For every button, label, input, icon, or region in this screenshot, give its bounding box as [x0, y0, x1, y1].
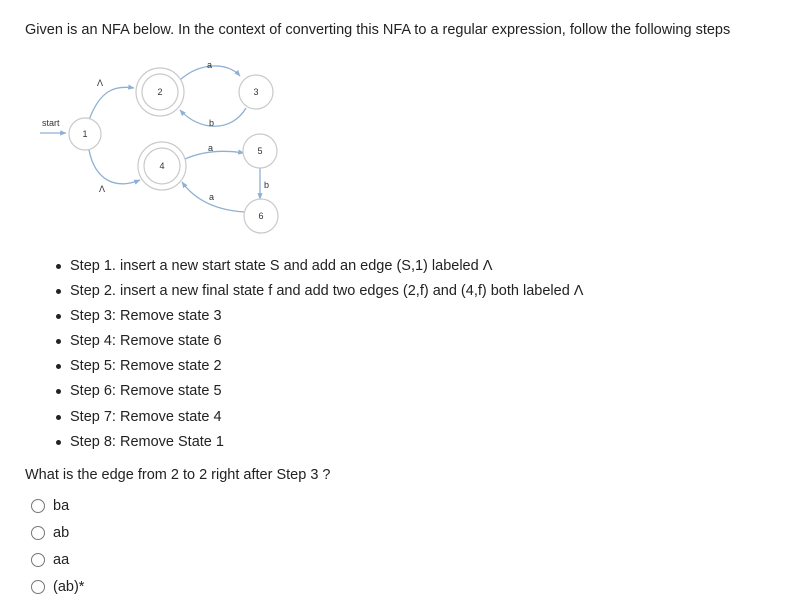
- option-label: ab: [53, 524, 70, 541]
- step-item: Step 4: Remove state 6: [52, 331, 583, 356]
- state-6: [244, 199, 278, 233]
- option-ba[interactable]: [31, 492, 84, 519]
- step-item: Step 2. insert a new final state f and add two edges (2,f) and (4,f) both labeled Λ: [52, 281, 583, 306]
- step-item: Step 8: Remove State 1: [52, 432, 583, 457]
- intro-text: Given is an NFA below. In the context of converting this NFA to a regular expression, follow the following steps: [25, 22, 731, 38]
- radio-button[interactable]: [31, 553, 45, 567]
- edge-1-2: [89, 87, 134, 120]
- step-item: Step 6: Remove state 5: [52, 381, 583, 406]
- state-3: [239, 75, 273, 109]
- edge-label-1-4: Λ: [99, 184, 106, 194]
- edge-label-5-6: b: [264, 180, 270, 190]
- edge-label-4-5: a: [208, 143, 214, 153]
- option-ab-star[interactable]: [31, 573, 84, 600]
- state-2-label: 2: [157, 87, 163, 97]
- edge-label-3-2: b: [209, 118, 215, 128]
- radio-button[interactable]: [31, 526, 45, 540]
- steps-list: [52, 256, 583, 457]
- state-2: [136, 68, 184, 116]
- start-label: start: [42, 118, 60, 128]
- option-label: ba: [53, 497, 70, 514]
- step-item: Step 7: Remove state 4: [52, 407, 583, 432]
- state-1-label: 1: [82, 129, 88, 139]
- step-item: Step 3: Remove state 3: [52, 306, 583, 331]
- state-4: [138, 142, 186, 190]
- state-6-label: 6: [258, 211, 264, 221]
- state-5-label: 5: [257, 146, 263, 156]
- edge-label-1-2: Λ: [97, 78, 104, 88]
- edge-label-2-3: a: [207, 60, 213, 70]
- state-3-label: 3: [253, 87, 259, 97]
- radio-button[interactable]: [31, 499, 45, 513]
- edge-4-5: [185, 151, 244, 159]
- state-4-label: 4: [159, 161, 165, 171]
- state-1: [69, 118, 101, 150]
- option-label: (ab)*: [53, 578, 85, 595]
- question-text: What is the edge from 2 to 2 right after Step 3 ?: [25, 467, 331, 483]
- edge-label-6-4: a: [209, 192, 215, 202]
- radio-button[interactable]: [31, 580, 45, 594]
- option-aa[interactable]: [31, 546, 84, 573]
- edge-1-4: [89, 150, 140, 184]
- option-ab[interactable]: [31, 519, 84, 546]
- answer-options: [31, 492, 84, 600]
- step-item: Step 1. insert a new start state S and add an edge (S,1) labeled Λ: [52, 256, 583, 281]
- step-item: Step 5: Remove state 2: [52, 356, 583, 381]
- option-label: aa: [53, 551, 70, 568]
- state-5: [243, 134, 277, 168]
